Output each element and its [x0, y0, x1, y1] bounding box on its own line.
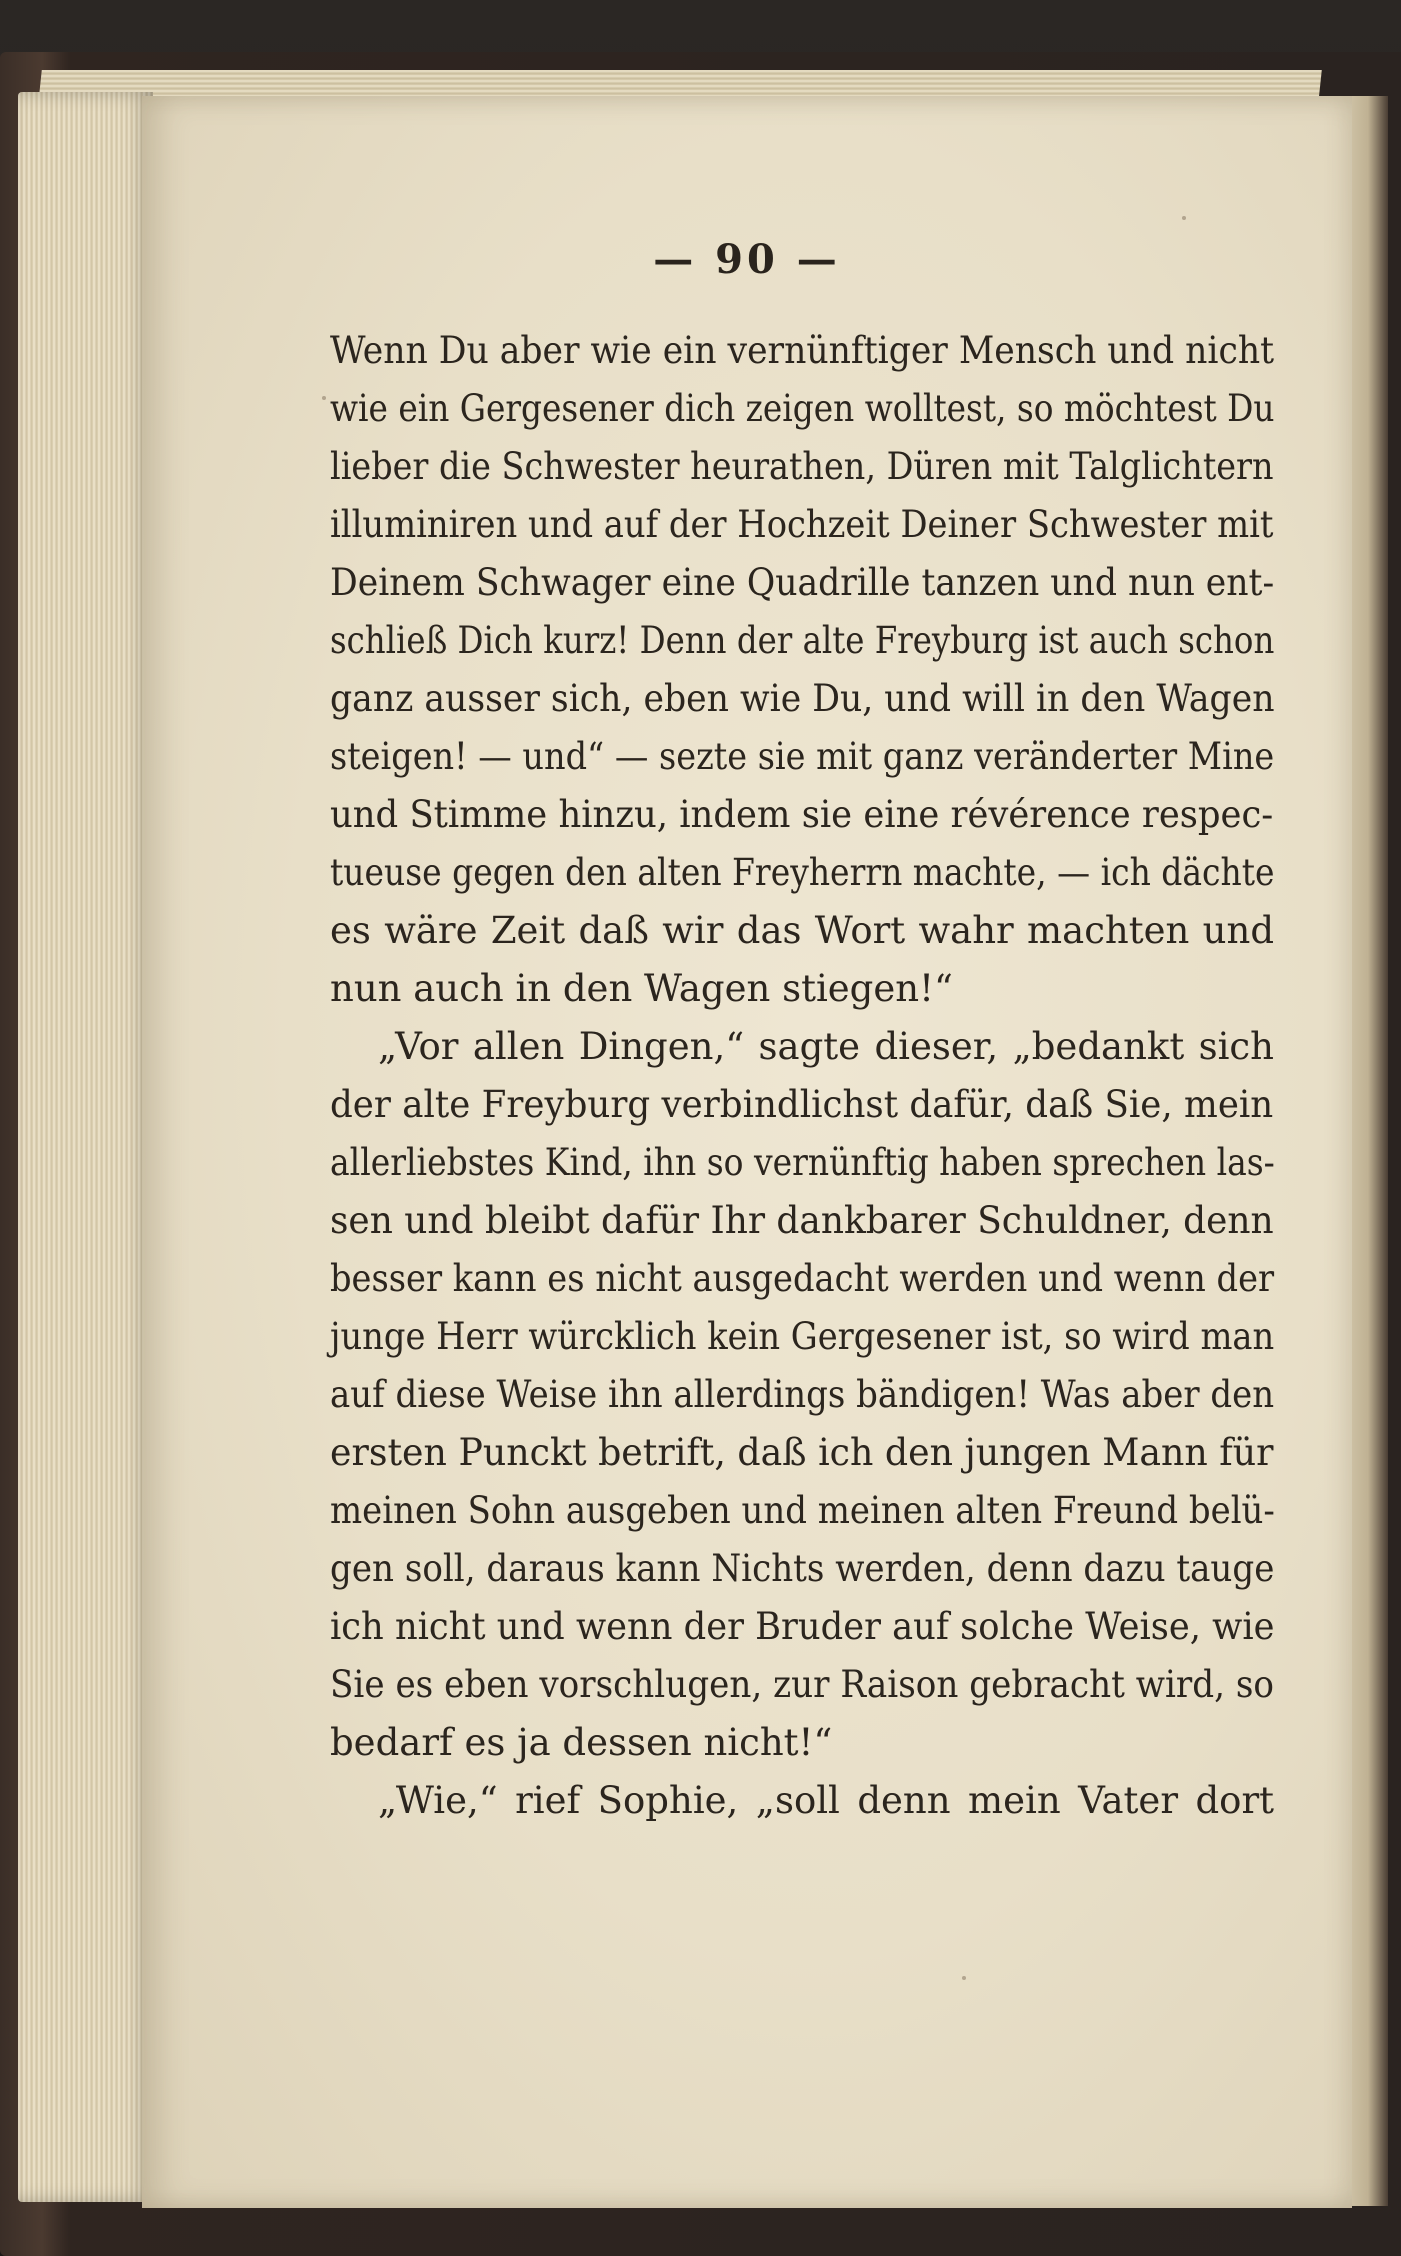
text-line: steigen! — und“ — sezte sie mit ganz veränderter Mine [330, 735, 1275, 778]
text-line: „Wie,“ rief Sophie, „soll denn mein Vater dort [378, 1779, 1274, 1822]
text-line: ganz ausser sich, eben wie Du, und will in den Wagen [330, 677, 1275, 720]
text-line: Deinem Schwager eine Quadrille tanzen und nun ent- [330, 561, 1275, 604]
text-line: junge Herr würcklich kein Gergesener ist, so wird man [330, 1315, 1275, 1358]
text-line: ersten Punckt betrift, daß ich den jungen Mann für [330, 1431, 1274, 1474]
page-edges-left [18, 92, 153, 2202]
text-line: „Vor allen Dingen,“ sagte dieser, „bedankt sich [378, 1025, 1274, 1068]
page-number: — 90 — [653, 236, 841, 283]
text-line: Sie es eben vorschlugen, zur Raison gebracht wird, so [330, 1663, 1274, 1706]
text-line: sen und bleibt dafür Ihr dankbarer Schuldner, denn [330, 1199, 1274, 1242]
text-line: gen soll, daraus kann Nichts werden, denn dazu tauge [330, 1547, 1275, 1590]
paper-speck [1182, 216, 1186, 220]
text-line: und Stimme hinzu, indem sie eine révérence respec- [330, 793, 1274, 836]
text-line: illuminiren und auf der Hochzeit Deiner Schwester mit [330, 503, 1274, 546]
paper-speck [962, 1976, 966, 1980]
text-line: es wäre Zeit daß wir das Wort wahr machten und [330, 909, 1274, 952]
text-line: nun auch in den Wagen stiegen!“ [330, 967, 953, 1010]
text-line: besser kann es nicht ausgedacht werden und wenn der [330, 1257, 1275, 1300]
text-line: allerliebstes Kind, ihn so vernünftig haben sprechen las- [330, 1141, 1275, 1184]
text-line: tueuse gegen den alten Freyherrn machte, — ich dächte [330, 851, 1275, 894]
text-line: wie ein Gergesener dich zeigen wolltest, so möchtest Du [330, 387, 1275, 430]
text-line: meinen Sohn ausgeben und meinen alten Freund belü- [330, 1489, 1275, 1532]
book-page [142, 96, 1352, 2208]
text-line: auf diese Weise ihn allerdings bändigen! Was aber den [330, 1373, 1275, 1416]
text-line: ich nicht und wenn der Bruder auf solche Weise, wie [330, 1605, 1275, 1648]
body-text [330, 322, 1274, 1830]
text-line: der alte Freyburg verbindlichst dafür, daß Sie, mein [330, 1083, 1274, 1126]
paper-speck [322, 396, 326, 400]
text-line: bedarf es ja dessen nicht!“ [330, 1721, 833, 1764]
page-edge-right [1348, 96, 1388, 2206]
text-line: lieber die Schwester heurathen, Düren mit Talglichtern [330, 445, 1274, 488]
text-line: schließ Dich kurz! Denn der alte Freyburg ist auch schon [330, 619, 1275, 662]
text-line: Wenn Du aber wie ein vernünftiger Mensch und nicht [330, 329, 1275, 372]
